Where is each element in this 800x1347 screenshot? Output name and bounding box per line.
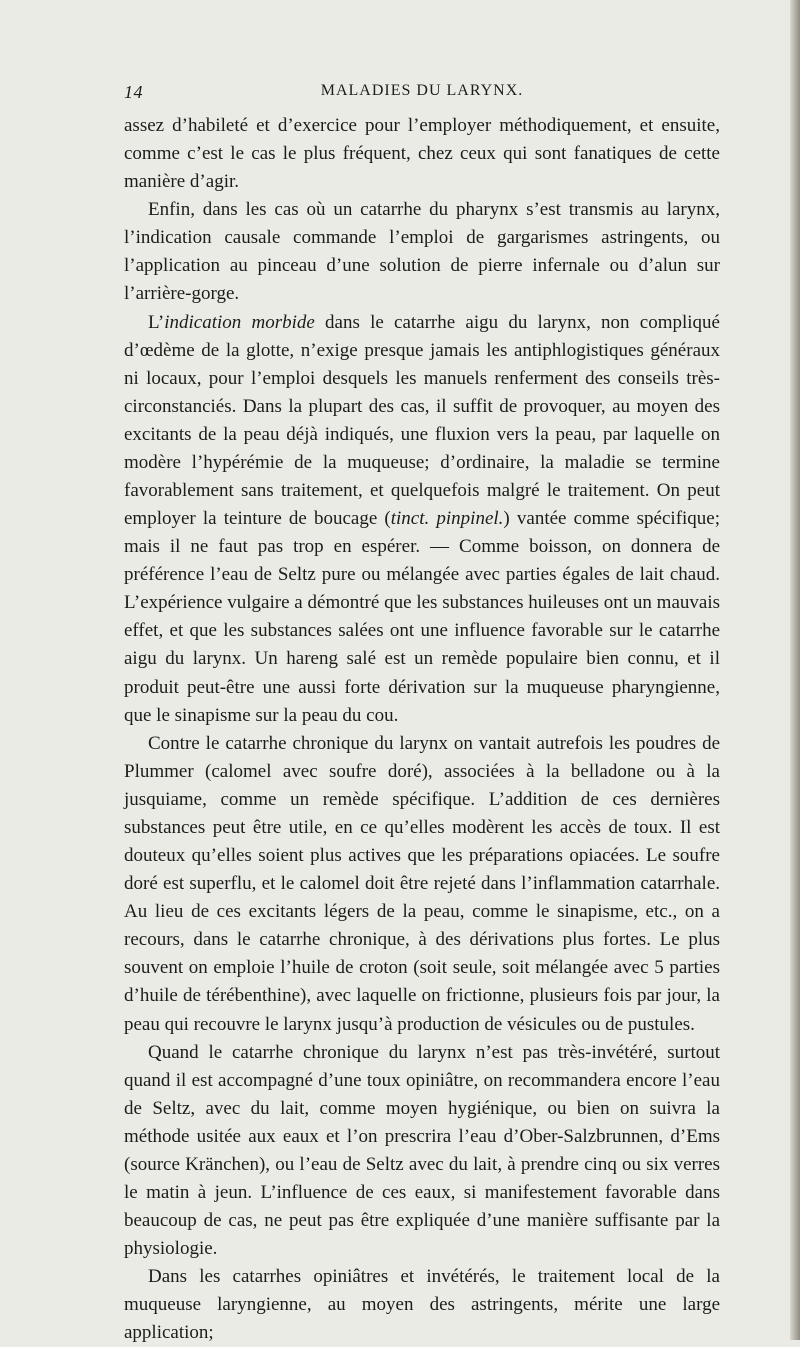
- paragraph-causal-indication: Enfin, dans les cas où un catarrhe du pharynx s’est transmis au larynx, l’indication causale commande l’emploi de gargarismes astringents, ou l’application au pinceau d’une solution de pierre infernale ou d’alun sur l’arrière-gorge.: [124, 199, 720, 305]
- paragraph-continuation: assez d’habileté et d’exercice pour l’employer méthodiquement, et ensuite, comme c’est le cas le plus fréquent, chez ceux qui sont fanatiques de cette manière d’agir.: [124, 115, 720, 193]
- paragraph-morbid-indication: [124, 309, 720, 730]
- italic-latin-term: tinct. pinpinel.: [390, 508, 504, 530]
- lead-text: L’: [148, 311, 165, 333]
- page-header: [124, 82, 720, 108]
- paragraph-text: dans le catarrhe aigu du larynx, non compliqué d’œdème de la glotte, n’exige presque jamais les antiphlogistiques généraux ni locaux, pour l’emploi desquels les manuels renferment des conseils très-circonstanciés. Dans la plupart des cas, il suffit de provoquer, au moyen des excitants de la peau déjà indiqués, une fluxion vers la peau, par laquelle on modère l’hypérémie de la muqueuse; d’ordinaire, la maladie se termine favorablement sans traitement, et quelquefois malgré le traitement. On peut employer la teinture de boucage (: [124, 311, 720, 530]
- italic-term: indication morbide: [164, 311, 315, 333]
- paragraph-local-treatment: Dans les catarrhes opiniâtres et invétérés, le traitement local de la muqueuse laryngienne, au moyen des astringents, mérite une large application;: [124, 1266, 720, 1344]
- running-head: MALADIES DU LARYNX.: [320, 82, 524, 99]
- paragraph-chronic-catarrh: Contre le catarrhe chronique du larynx on vantait autrefois les poudres de Plummer (calomel avec soufre doré), associées à la belladone ou à la jusquiame, comme un remède spécifique. L’addition de ces dernières substances peut être utile, en ce qu’elles modèrent les accès de toux. Il est douteux qu’elles soient plus actives que les préparations opiacées. Le soufre doré est superflu, et le calomel doit être rejeté dans l’inflammation catarrhale. Au lieu de ces excitants légers de la peau, comme le sinapisme, etc., on a recours, dans le catarrhe chronique, à des dérivations plus fortes. Le plus souvent on emploie l’huile de croton (soit seule, soit mélangée avec 5 parties d’huile de térébenthine), avec laquelle on frictionne, plusieurs fois par jour, la peau qui recouvre le larynx jusqu’à production de vésicules ou de pustules.: [124, 732, 720, 1035]
- paragraph-mineral-waters: Quand le catarrhe chronique du larynx n’est pas très-invétéré, surtout quand il est accompagné d’une toux opiniâtre, on recommandera encore l’eau de Seltz, avec du lait, comme moyen hygiénique, ou bien on suivra la méthode usitée aux eaux et l’on prescrira l’eau d’Ober-Salzbrunnen, d’Ems (source Kränchen), ou l’eau de Seltz avec du lait, à prendre cinq ou six verres le matin à jeun. L’influence de ces eaux, si manifestement favorable dans beaucoup de cas, ne peut pas être expliquée d’une manière suffisante par la physiologie.: [124, 1041, 720, 1260]
- paragraph-text: ) vantée comme spécifique; mais il ne faut pas trop en espérer. — Comme boisson, on donnera de préférence l’eau de Seltz pure ou mélangée avec parties égales de lait chaud. L’expérience vulgaire a démontré que les substances huileuses ont un mauvais effet, et que les substances salées ont une influence favorable sur le catarrhe aigu du larynx. Un hareng salé est un remède populaire bien connu, et il produit peut-être une aussi forte dérivation sur la muqueuse pharyngienne, que le sinapisme sur la peau du cou.: [124, 508, 721, 726]
- body-text: [124, 112, 720, 1347]
- page-edge: [790, 0, 800, 1340]
- page-number: 14: [124, 82, 143, 102]
